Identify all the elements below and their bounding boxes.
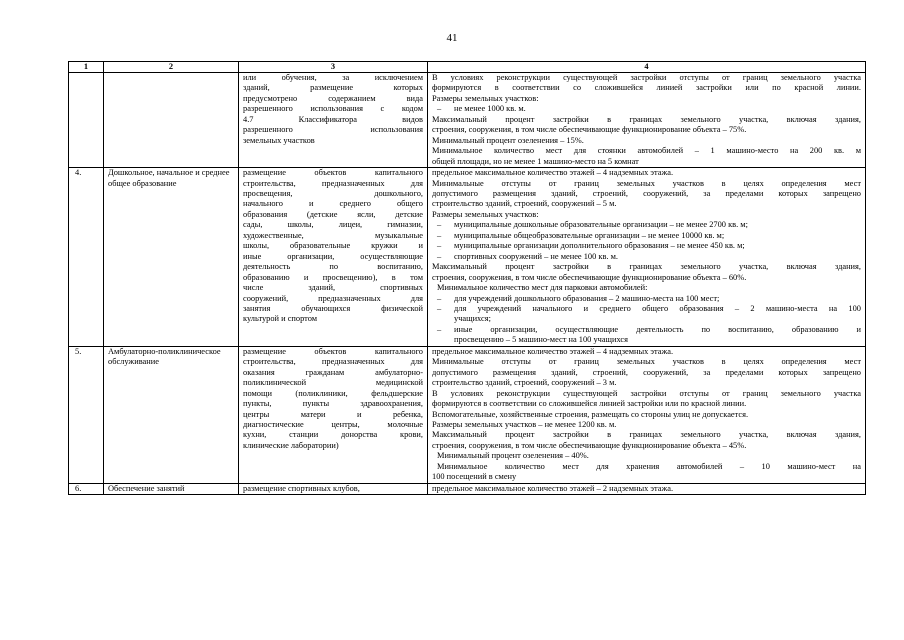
parameter-bullet: – для учреждений начального и среднего общего образования – 2 машино-места на 100 — [432, 304, 861, 314]
parameter-bullet: – муниципальные общеобразовательные организации – не менее 10000 кв. м; — [432, 231, 861, 241]
parameter-line: строительство зданий, строений, сооружений – 5 м. — [432, 199, 617, 209]
description-line: сооружений, предназначенных для — [243, 293, 423, 303]
table-row — [69, 168, 866, 347]
parameter-line: предельное максимальное количество этажей – 2 надземных этажа. — [432, 483, 674, 493]
zoning-regulations-table — [68, 61, 866, 495]
parameter-line: строения, сооружения, в том числе обеспечивающие функционирование объекта – 60%. — [432, 272, 747, 282]
description-line: поликлинической медицинской — [243, 378, 423, 388]
description-line: оказания гражданам амбулаторно- — [243, 367, 423, 377]
parameter-bullet: – для учреждений дошкольного образования – 2 машино-места на 100 мест; — [432, 294, 861, 304]
construction-parameters — [428, 346, 866, 483]
parameter-line: Максимальный процент застройки в границах земельного участка, включая здания, — [432, 262, 861, 272]
parameter-line: Максимальный процент застройки в границах земельного участка, включая здания, — [432, 114, 861, 124]
parameter-line: Размеры земельных участков: — [432, 209, 539, 219]
parameter-line: Размеры земельных участков: — [432, 93, 539, 103]
parameter-line: Минимальный процент озеленения – 40%. — [437, 451, 589, 461]
description-line: размещение объектов капитального — [243, 168, 423, 178]
parameter-bullet: – спортивных сооружений – не менее 100 кв. м. — [432, 252, 861, 262]
land-use-name: Обеспечение занятий — [104, 483, 239, 494]
parameter-line: строения, сооружения, в том числе обеспечивающие функционирование объекта – 75%. — [432, 125, 747, 135]
page-number: 41 — [446, 32, 458, 44]
description-line: разрешенного использования — [243, 125, 423, 135]
description-line: клинические лаборатории) — [243, 440, 339, 450]
parameter-bullet: – не менее 1000 кв. м. — [432, 104, 861, 114]
parameter-bullet: – иные организации, осуществляющие деятельность по воспитанию, образованию и — [432, 325, 861, 335]
construction-parameters — [428, 483, 866, 494]
description-line: разрешенного использования с кодом — [243, 104, 423, 114]
description-line: 4.7 Классификатора видов — [243, 114, 423, 124]
parameter-line: В условиях реконструкции существующей застройки отступы от границ земельного участка — [432, 388, 861, 398]
description-line: школы, образовательные кружки и — [243, 241, 423, 251]
description-line: размещение объектов капитального — [243, 346, 423, 356]
header-row — [69, 62, 866, 73]
use-description — [239, 346, 428, 483]
description-line: иные организации, осуществляющие — [243, 251, 423, 261]
description-line: просвещения, дошкольного, — [243, 188, 423, 198]
description-line: предусмотрено содержанием вида — [243, 93, 423, 103]
description-line: размещение спортивных клубов, — [243, 483, 360, 493]
header-col-1: 1 — [69, 62, 104, 73]
land-use-name: Амбулаторно-поликлиническое обслуживание — [104, 346, 239, 483]
parameter-line: допустимого размещения зданий, строений, сооружений, за пределами которых запрещено — [432, 188, 861, 198]
description-line: деятельность по воспитанию, — [243, 262, 423, 272]
description-line: образования (детские ясли, детские — [243, 209, 423, 219]
description-line: образованию и просвещению), в том — [243, 272, 423, 282]
use-description — [239, 483, 428, 494]
row-number: 5. — [69, 346, 104, 483]
description-line: земельных участков — [243, 135, 315, 145]
description-line: зданий, размещение которых — [243, 83, 423, 93]
parameter-line: Минимальное количество мест для хранения автомобилей – 10 машино-мест на — [437, 461, 861, 471]
description-line: культурой и спортом — [243, 314, 318, 324]
description-line: помощи (поликлиники, фельдшерские — [243, 388, 423, 398]
parameter-line: предельное максимальное количество этажей – 4 надземных этажа. — [432, 346, 674, 356]
row-number: 6. — [69, 483, 104, 494]
parameter-line: строения, сооружения, в том числе обеспечивающие функционирование объекта – 45%. — [432, 440, 747, 450]
row-number — [69, 73, 104, 168]
parameter-line: Размеры земельных участков – не менее 1200 кв. м. — [432, 419, 617, 429]
land-use-name: Дошкольное, начальное и среднее общее образование — [104, 168, 239, 347]
use-description — [239, 73, 428, 168]
parameter-line: формируются в соответствии со сложившейся линией застройки или по красной линии. — [432, 399, 747, 409]
description-line: центры матери и ребенка, — [243, 409, 423, 419]
description-line: диагностические центры, молочные — [243, 419, 423, 429]
description-line: занятия обучающихся физической — [243, 303, 423, 313]
row-number: 4. — [69, 168, 104, 347]
table-row — [69, 346, 866, 483]
table-row — [69, 483, 866, 494]
parameter-line: Максимальный процент застройки в границах земельного участка, включая здания, — [432, 430, 861, 440]
parameter-line: предельное максимальное количество этажей – 4 надземных этажа. — [432, 168, 674, 178]
table-row — [69, 73, 866, 168]
parameter-line: Вспомогательные, хозяйственные строения, размещать со стороны улиц не допускается. — [432, 409, 749, 419]
parameter-line: Минимальное количество мест для стоянки автомобилей – 1 машино-место на 200 кв. м — [432, 146, 861, 156]
parameter-bullet-continuation: просвещению – 5 машино-мест на 100 учащихся — [454, 335, 629, 345]
parameter-bullet: – муниципальные организации дополнительного образования – не менее 450 кв. м; — [432, 241, 861, 251]
description-line: кухни, станции донорства крови, — [243, 430, 423, 440]
parameter-line: Минимальный процент озеленения – 15%. — [432, 135, 584, 145]
parameter-bullet-continuation: учащихся; — [454, 314, 491, 324]
description-line: строительства, предназначенных для — [243, 178, 423, 188]
description-line: или обучения, за исключением — [243, 73, 423, 82]
use-description — [239, 168, 428, 347]
header-col-2: 2 — [104, 62, 239, 73]
parameter-line: Минимальные отступы от границ земельных участков в целях определения мест — [432, 178, 861, 188]
parameter-line: формируются в соответствии со сложившейся линией застройки или по красной линии. — [432, 83, 861, 93]
parameter-line: 100 посещений в смену — [432, 472, 517, 482]
description-line: числе зданий, спортивных — [243, 283, 423, 293]
description-line: пункты, пункты здравоохранения, — [243, 399, 423, 409]
construction-parameters — [428, 73, 866, 168]
parameter-line: допустимого размещения зданий, строений, сооружений, за пределами которых запрещено — [432, 367, 861, 377]
parameter-line: В условиях реконструкции существующей застройки отступы от границ земельного участка — [432, 73, 861, 82]
description-line: строительства, предназначенных для — [243, 357, 423, 367]
land-use-name — [104, 73, 239, 168]
header-col-4: 4 — [428, 62, 866, 73]
header-col-3: 3 — [239, 62, 428, 73]
description-line: начального и среднего общего — [243, 199, 423, 209]
construction-parameters — [428, 168, 866, 347]
parameter-line: общей площади, но не менее 1 машино-место на 5 комнат — [432, 156, 639, 166]
parameter-line: строительство зданий, строений, сооружений – 3 м. — [432, 378, 617, 388]
parameter-line: Минимальные отступы от границ земельных участков в целях определения мест — [432, 357, 861, 367]
parameter-bullet: – муниципальные дошкольные образовательные организации – не менее 2700 кв. м; — [432, 220, 861, 230]
description-line: художественные, музыкальные — [243, 230, 423, 240]
parameter-line: Минимальное количество мест для парковки автомобилей: — [437, 283, 648, 293]
description-line: сады, школы, лицеи, гимназии, — [243, 220, 423, 230]
